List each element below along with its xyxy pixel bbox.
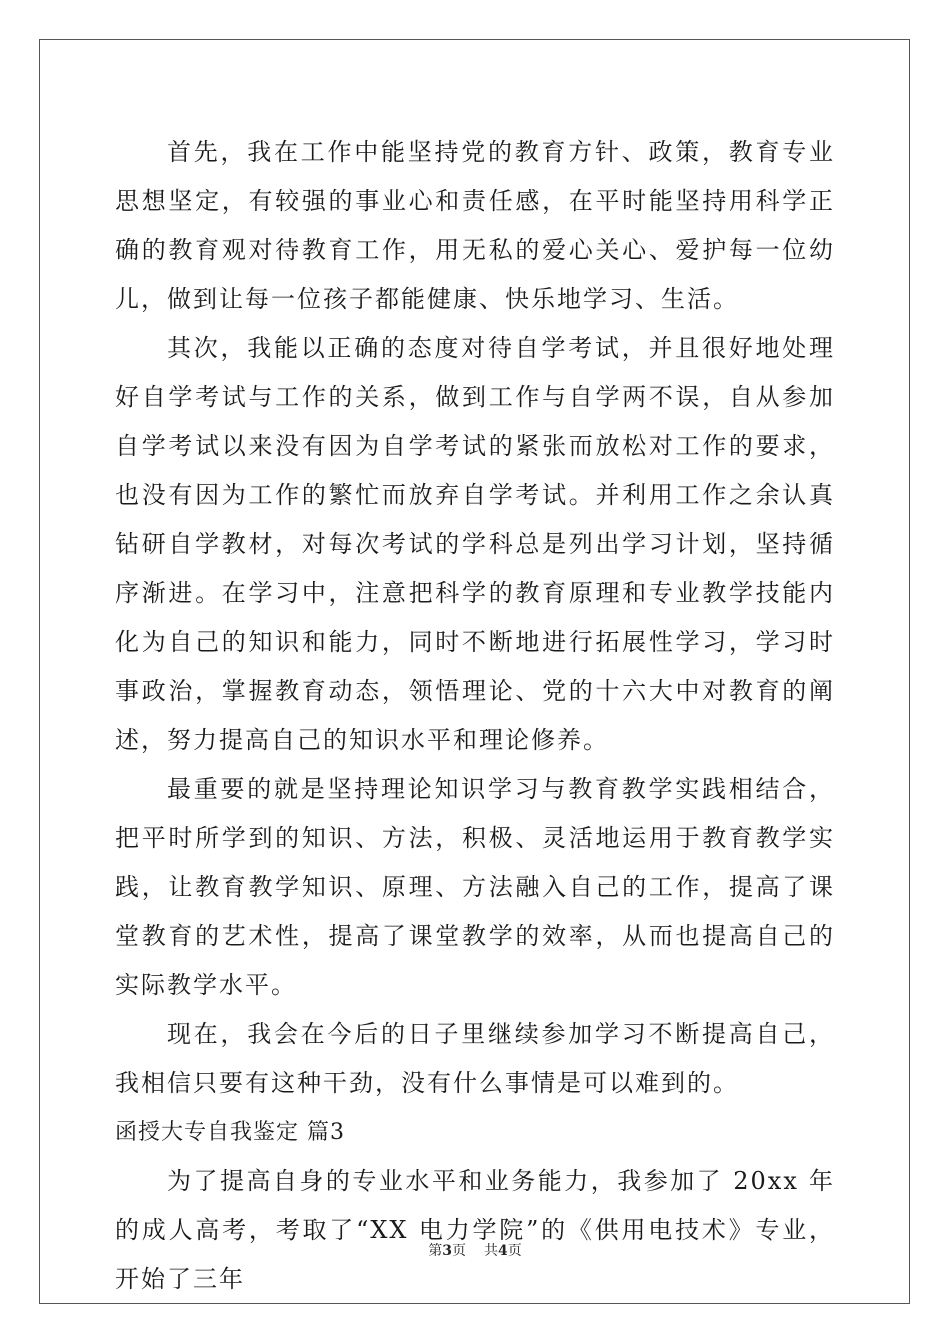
paragraph-3: 最重要的就是坚持理论知识学习与教育教学实践相结合，把平时所学到的知识、方法，积极、灵活地运用于教育教学实践，让教育教学知识、原理、方法融入自己的工作，提高了课堂教育的艺术性，提高了课堂教学的效率，从而也提高自己的实际教学水平。 (115, 775, 835, 999)
document-body (115, 128, 835, 1304)
paragraph-2: 其次，我能以正确的态度对待自学考试，并且很好地处理好自学考试与工作的关系，做到工作与自学两不误，自从参加自学考试以来没有因为自学考试的紧张而放松对工作的要求，也没有因为工作的繁忙而放弃自学考试。并利用工作之余认真钻研自学教材，对每次考试的学科总是列出学习计划，坚持循序渐进。在学习中，注意把科学的教育原理和专业教学技能内化为自己的知识和能力，同时不断地进行拓展性学习，学习时事政治，掌握教育动态，领悟理论、党的十六大中对教育的阐述，努力提高自己的知识水平和理论修养。 (115, 334, 835, 754)
paragraph-1: 首先，我在工作中能坚持党的教育方针、政策，教育专业思想坚定，有较强的事业心和责任感，在平时能坚持用科学正确的教育观对待教育工作，用无私的爱心关心、爱护每一位幼儿，做到让每一位孩子都能健康、快乐地学习、生活。 (115, 138, 835, 313)
page-footer (0, 1240, 950, 1260)
footer-total-suffix: 页 (507, 1243, 522, 1259)
section-paragraph: 为了提高自身的专业水平和业务能力，我参加了 20xx 年的成人高考，考取了“XX 电力学院”的《供用电技术》专业，开始了三年 (115, 1167, 835, 1293)
footer-page-number: 3 (442, 1243, 452, 1259)
footer-page-suffix: 页 (452, 1243, 466, 1259)
section-heading: 函授大专自我鉴定 篇3 (115, 1120, 345, 1145)
paragraph-4: 现在，我会在今后的日子里继续参加学习不断提高自己，我相信只要有这种干劲，没有什么事情是可以难到的。 (115, 1020, 835, 1097)
footer-total-number: 4 (498, 1243, 508, 1259)
footer-total-prefix: 共 (484, 1243, 498, 1259)
footer-page-prefix: 第 (428, 1243, 443, 1259)
